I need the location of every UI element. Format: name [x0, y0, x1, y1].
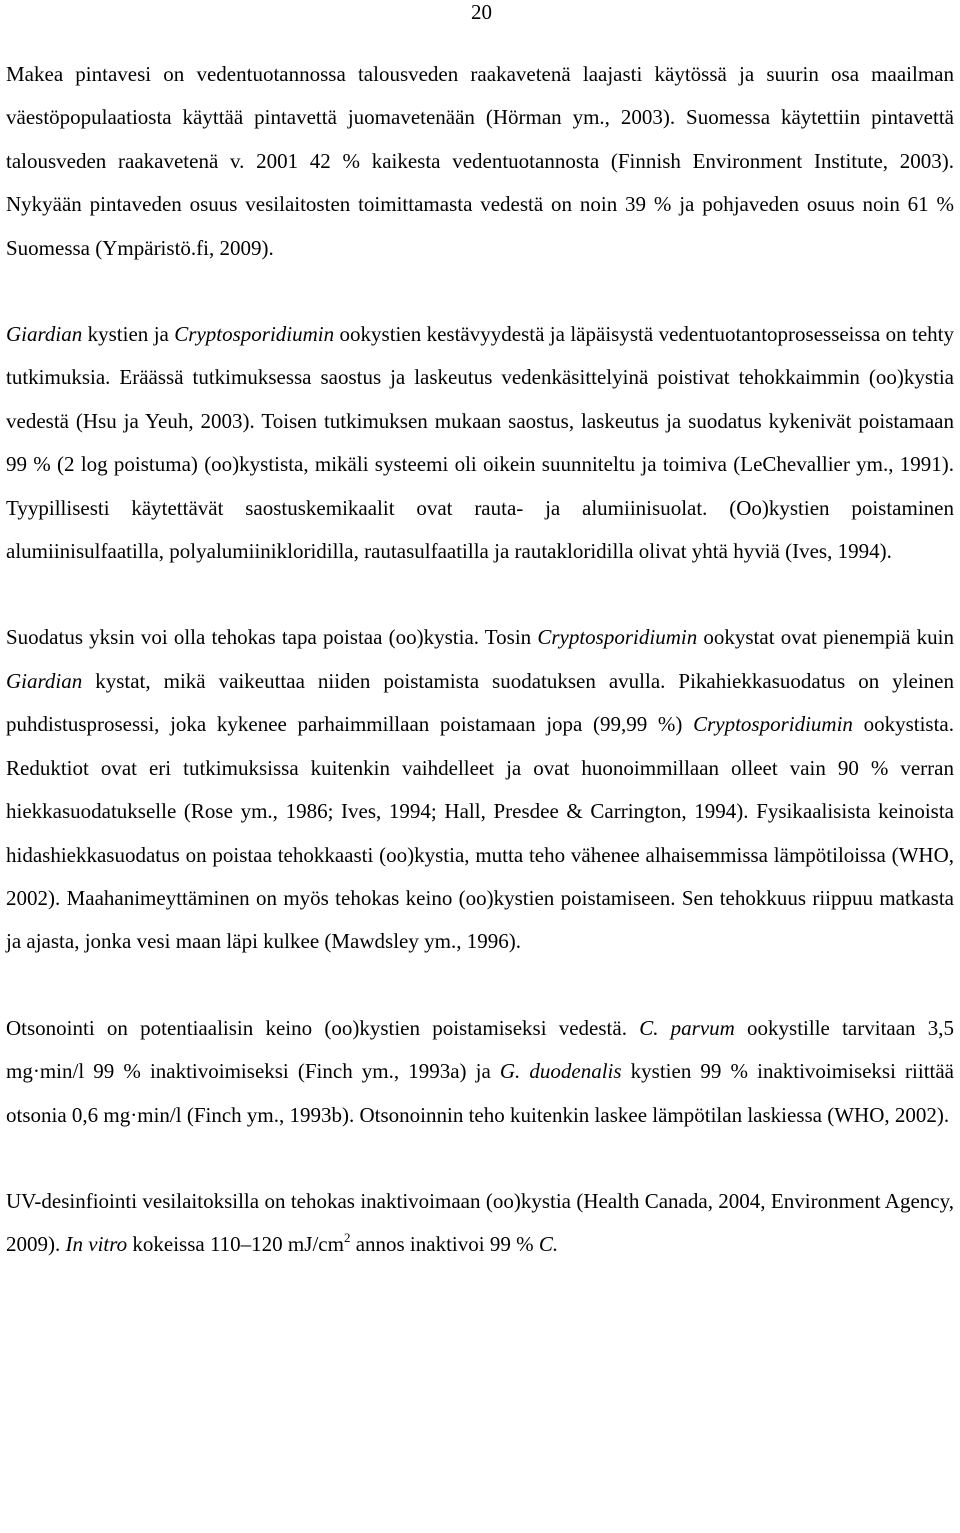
- text-run: ookystista. Reduktiot ovat eri tutkimuksissa kuitenkin vaihdelleet ja ovat huonoimmillaan olleet vain 90 % verran hiekkasuodatukselle (Rose ym., 1986; Ives, 1994; Hall, Presdee & Carrington, 1994). Fysikaalisista keinoista hidashiekkasuodatus on poistaa tehokkaasti (oo)kystia, mutta teho vähenee alhaisemmissa lämpötiloissa (WHO, 2002). Maahanimeyttäminen on myös tehokas keino (oo)kystien poistamiseen. Sen tehokkuus riippuu matkasta ja ajasta, jonka vesi maan läpi kulkee (Mawdsley ym., 1996).: [6, 712, 954, 954]
- text-run: ookystien kestävyydestä ja läpäisystä vedentuotantoprosesseissa on tehty tutkimuksia. Eräässä tutkimuksessa saostus ja laskeutus vedenkäsittelyinä poistivat tehokkaimmin (oo)kystia vedestä (Hsu ja Yeuh, 2003). Toisen tutkimuksen mukaan saostus, laskeutus ja suodatus kykenivät poistamaan 99 % (2 log poistuma) (oo)kystista, mikäli systeemi oli oikein suunniteltu ja toimiva (LeChevallier ym., 1991). Tyypillisesti käytettävät saostuskemikaalit ovat rauta- ja alumiinisuolat. (Oo)kystien poistaminen alumiinisulfaatilla, polyalumiinikloridilla, rautasulfaatilla ja rautakloridilla olivat yhtä hyviä (Ives, 1994).: [6, 322, 954, 564]
- paragraph-giardia-cryptosporidium-studies: [6, 313, 954, 573]
- text-run: Otsonointi on potentiaalisin keino (oo)kystien poistamiseksi vedestä.: [6, 1015, 640, 1040]
- text-run: kystien 99 % inaktivoimiseksi riittää otsonia 0,6 mg·min/l (Finch ym., 1993b). Otsonoinnin teho kuitenkin laskee lämpötilan laskiessa (WHO, 2002).: [6, 1059, 955, 1127]
- paragraph-uv-disinfection: [6, 1180, 954, 1267]
- italic-term: In vitro: [65, 1232, 128, 1257]
- document-body: [6, 53, 954, 1267]
- text-run: annos inaktivoi 99 %: [350, 1232, 539, 1257]
- text-run: kokeissa 110–120 mJ/cm: [127, 1232, 344, 1257]
- text-run: ookystille tarvitaan 3,5 mg·min/l 99 % inaktivoimiseksi (Finch ym., 1993a) ja: [6, 1015, 955, 1084]
- text-run: ookystat ovat pienempiä kuin: [697, 625, 954, 650]
- italic-term: Cryptosporidiumin: [537, 625, 698, 650]
- text-run: UV-desinfiointi vesilaitoksilla on tehokas inaktivoimaan (oo)kystia (Health Canada, 2004, Environment Agency, 2009).: [6, 1188, 954, 1257]
- paragraph-filtration: [6, 616, 954, 963]
- italic-term: C. parvum: [639, 1015, 735, 1040]
- italic-term: C.: [538, 1232, 559, 1257]
- text-run: kystien ja: [82, 322, 175, 347]
- italic-term: Giardian: [6, 668, 83, 693]
- paragraph-ozonation: [6, 1007, 954, 1137]
- italic-term: Cryptosporidiumin: [174, 322, 335, 347]
- page-number: 20: [471, 0, 492, 24]
- superscript: 2: [343, 1230, 351, 1246]
- text-run: Suodatus yksin voi olla tehokas tapa poistaa (oo)kystia. Tosin: [6, 625, 538, 650]
- italic-term: G. duodenalis: [499, 1059, 622, 1084]
- text-run: kystat, mikä vaikeuttaa niiden poistamista suodatuksen avulla. Pikahiekkasuodatus on yleinen puhdistusprosessi, joka kykenee parhaimmillaan poistamaan jopa (99,99 %): [6, 668, 954, 737]
- paragraph-surface-water: Makea pintavesi on vedentuotannossa talousveden raakavetenä laajasti käytössä ja suurin osa maailman väestöpopulaatiosta käyttää pintavettä juomavetenään (Hörman ym., 2003). Suomessa käytettiin pintavettä talousveden raakavetenä v. 2001 42 % kaikesta vedentuotannosta (Finnish Environment Institute, 2003). Nykyään pintaveden osuus vesilaitosten toimittamasta vedestä on noin 39 % ja pohjaveden osuus noin 61 % Suomessa (Ympäristö.fi, 2009).: [6, 62, 954, 260]
- italic-term: Giardian: [6, 322, 83, 347]
- italic-term: Cryptosporidiumin: [693, 712, 853, 737]
